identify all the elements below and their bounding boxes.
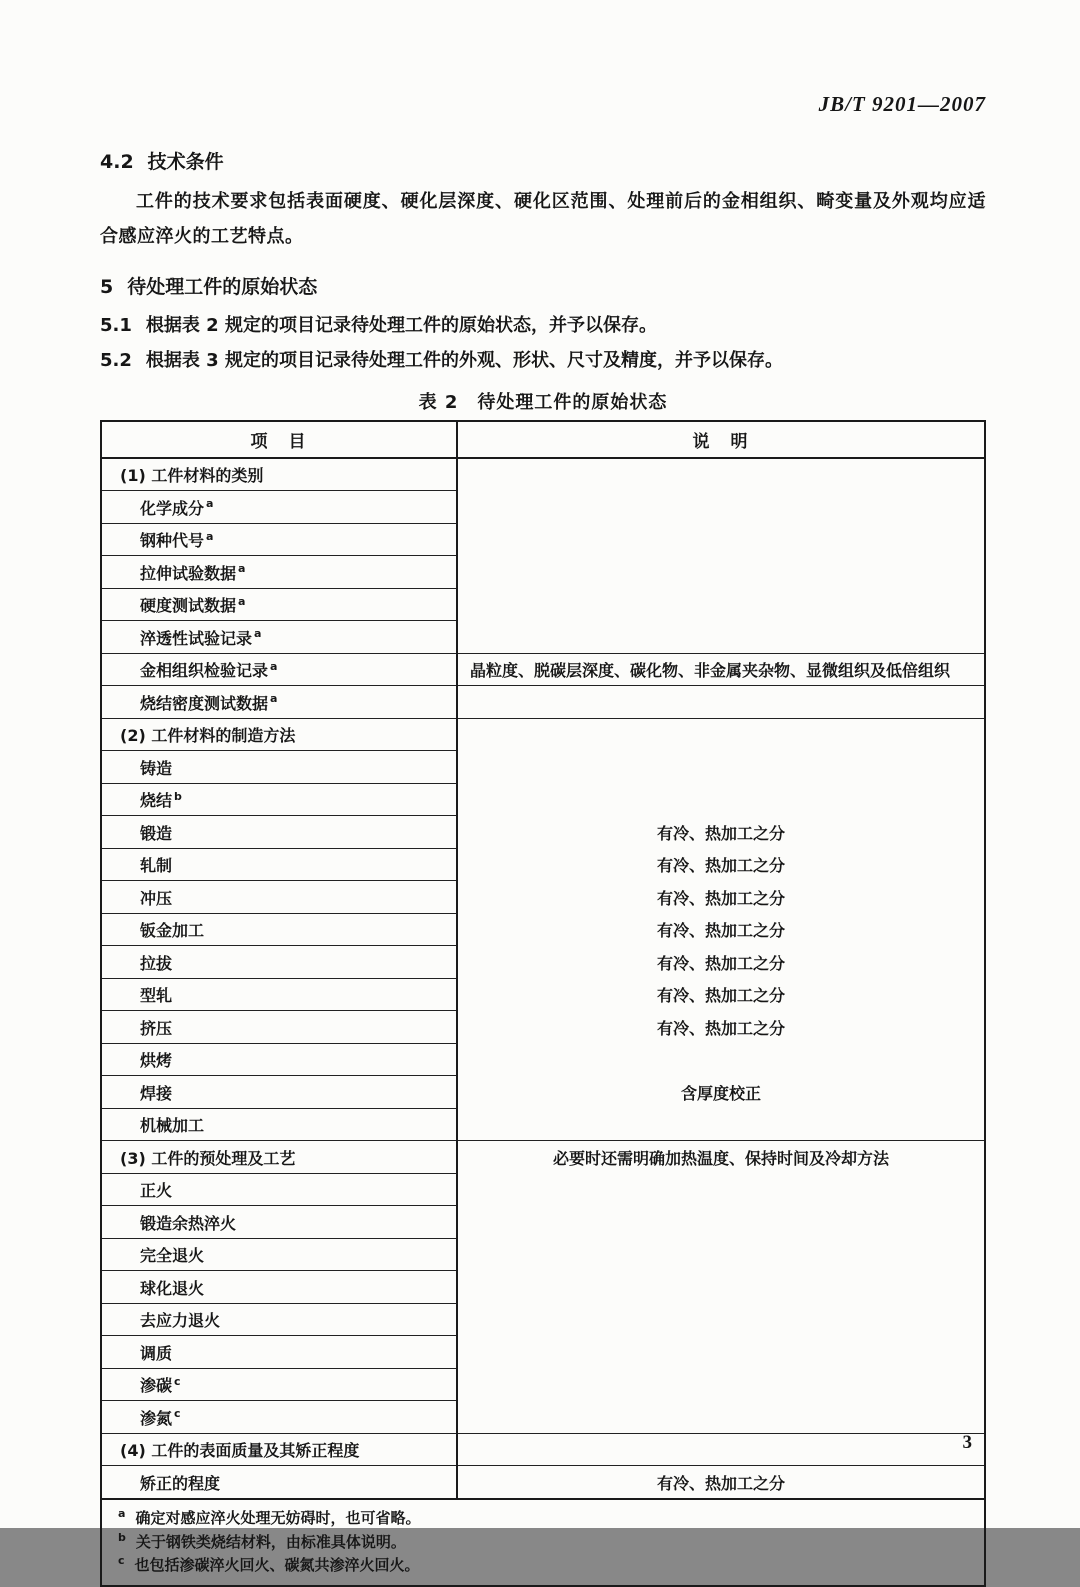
item-cell: 烧结 $^b$ <box>101 783 457 816</box>
clause-5-2-text: 根据表 3 规定的项目记录待处理工件的外观、形状、尺寸及精度，并予以保存。 <box>145 350 783 372</box>
item-cell: 球化退火 <box>101 1271 457 1304</box>
description-cell <box>457 1108 985 1141</box>
footnote-marker: c <box>174 1407 181 1421</box>
description-cell: 含厚度校正 <box>680 1083 761 1103</box>
description-cell: 有冷、热加工之分 <box>656 1018 785 1038</box>
table-row <box>101 718 985 751</box>
table-row <box>101 458 985 491</box>
table-row <box>101 1141 985 1174</box>
description-cell <box>457 686 985 719</box>
description-cell <box>457 523 985 556</box>
table-row <box>101 1466 985 1499</box>
footnote-marker: a <box>270 659 278 673</box>
description-cell <box>457 458 985 491</box>
item-cell: (2) 工件材料的制造方法 <box>101 718 457 751</box>
clause-5-2 <box>100 344 986 377</box>
item-cell: 型轧 <box>101 978 457 1011</box>
description-cell: 有冷、热加工之分 <box>656 823 785 843</box>
section-4-2-number: 4.2 <box>100 151 134 173</box>
item-cell: 挤压 <box>101 1011 457 1044</box>
table-row <box>101 783 985 816</box>
table-row <box>101 946 985 979</box>
footnote: $^c$ 也包括渗碳淬火回火、碳氮共渗淬火回火。 <box>118 1554 420 1575</box>
footnote-marker: a <box>118 1506 126 1520</box>
description-cell <box>457 1238 985 1271</box>
table-row <box>101 1108 985 1141</box>
column-header-description: 说 明 <box>457 421 985 458</box>
footnotes-cell <box>101 1499 985 1586</box>
description-cell <box>457 1401 985 1434</box>
item-cell: 矫正的程度 <box>101 1466 457 1499</box>
description-cell <box>457 491 985 524</box>
description-cell: 有冷、热加工之分 <box>656 921 785 941</box>
footnote-marker: c <box>118 1554 125 1568</box>
footnote-marker: b <box>174 789 182 803</box>
footnote-marker: a <box>238 562 246 576</box>
section-4-2-paragraph: 工件的技术要求包括表面硬度、硬化层深度、硬化区范围、处理前后的金相组织、畸变量及外观均应适合感应淬火的工艺特点。 <box>100 191 986 248</box>
table-footnotes <box>101 1499 985 1586</box>
table-row <box>101 588 985 621</box>
description-cell <box>457 1303 985 1336</box>
table-row <box>101 1401 985 1434</box>
footnote-marker: a <box>206 529 214 543</box>
description-cell <box>457 751 985 784</box>
footnotes-row <box>101 1499 985 1586</box>
item-cell: 去应力退火 <box>101 1303 457 1336</box>
table-row <box>101 978 985 1011</box>
table-row <box>101 1173 985 1206</box>
item-cell: (1) 工件材料的类别 <box>101 458 457 491</box>
table-row <box>101 1336 985 1369</box>
description-cell <box>457 556 985 589</box>
table-row <box>101 653 985 686</box>
description-cell <box>457 1206 985 1239</box>
footnote-marker: a <box>206 497 214 511</box>
item-cell: 金相组织检验记录 $^a$ <box>101 653 457 686</box>
table-row <box>101 816 985 849</box>
description-cell <box>457 718 985 751</box>
item-cell: 完全退火 <box>101 1238 457 1271</box>
table-row <box>101 1271 985 1304</box>
description-cell: 晶粒度、脱碳层深度、碳化物、非金属夹杂物、显微组织及低倍组织 <box>457 653 985 686</box>
standard-code: JB/T 9201—2007 <box>818 92 986 116</box>
table-header-row <box>101 421 985 458</box>
item-cell: 化学成分 $^a$ <box>101 491 457 524</box>
item-cell: 调质 <box>101 1336 457 1369</box>
item-cell: 拉拔 <box>101 946 457 979</box>
table-row <box>101 881 985 914</box>
section-5-number: 5 <box>100 276 114 299</box>
item-cell: (3) 工件的预处理及工艺 <box>101 1141 457 1174</box>
item-cell: 拉伸试验数据 $^a$ <box>101 556 457 589</box>
description-cell: 有冷、热加工之分 <box>656 986 785 1006</box>
item-cell: 铸造 <box>101 751 457 784</box>
table-row <box>101 1043 985 1076</box>
item-cell: 烧结密度测试数据 $^a$ <box>101 686 457 719</box>
item-cell: 烘烤 <box>101 1043 457 1076</box>
table-row <box>101 1433 985 1466</box>
table-2 <box>100 420 986 1587</box>
description-cell <box>457 1173 985 1206</box>
table-row <box>101 1303 985 1336</box>
footnote-marker: a <box>270 692 278 706</box>
table-head <box>101 421 985 458</box>
footnote-marker: c <box>174 1374 181 1388</box>
footnote-marker: a <box>254 627 262 641</box>
description-cell: 有冷、热加工之分 <box>457 1466 985 1499</box>
section-5-title: 待处理工件的原始状态 <box>127 276 318 299</box>
description-cell: 必要时还需明确加热温度、保持时间及冷却方法 <box>552 1148 889 1168</box>
item-cell: 焊接 <box>101 1076 457 1109</box>
table-row <box>101 1238 985 1271</box>
item-cell: (4) 工件的表面质量及其矫正程度 <box>101 1433 457 1466</box>
item-cell: 机械加工 <box>101 1108 457 1141</box>
page-content <box>100 92 986 1587</box>
table-row <box>101 1206 985 1239</box>
section-4-2-title: 技术条件 <box>147 151 224 173</box>
description-cell <box>457 588 985 621</box>
table-row <box>101 523 985 556</box>
item-cell: 硬度测试数据 $^a$ <box>101 588 457 621</box>
clause-5-1 <box>100 309 986 342</box>
description-cell <box>457 1043 985 1076</box>
footnote: $^a$ 确定对感应淬火处理无妨碍时，也可省略。 <box>118 1506 421 1527</box>
item-cell: 冲压 <box>101 881 457 914</box>
clause-5-2-number: 5.2 <box>100 350 132 372</box>
table-row <box>101 621 985 654</box>
item-cell: 钢种代号 $^a$ <box>101 523 457 556</box>
description-cell: 有冷、热加工之分 <box>656 856 785 876</box>
table-row <box>101 848 985 881</box>
table-row <box>101 913 985 946</box>
section-5-heading <box>100 272 986 299</box>
description-cell <box>457 1271 985 1304</box>
description-cell <box>457 783 985 816</box>
item-cell: 淬透性试验记录 $^a$ <box>101 621 457 654</box>
footnote: $^b$ 关于钢铁类烧结材料，由标准具体说明。 <box>118 1530 406 1551</box>
table-row <box>101 491 985 524</box>
item-cell: 轧制 <box>101 848 457 881</box>
table-caption: 表 2 待处理工件的原始状态 <box>418 391 668 413</box>
item-cell: 钣金加工 <box>101 913 457 946</box>
description-cell <box>457 621 985 654</box>
item-cell: 渗碳 $^c$ <box>101 1368 457 1401</box>
table-row <box>101 1076 985 1109</box>
column-header-item: 项 目 <box>101 421 457 458</box>
item-cell: 锻造余热淬火 <box>101 1206 457 1239</box>
page-number: 3 <box>962 1432 972 1453</box>
description-cell: 有冷、热加工之分 <box>656 953 785 973</box>
table-row <box>101 1368 985 1401</box>
footnote-marker: a <box>238 594 246 608</box>
footnote-marker: b <box>118 1530 126 1544</box>
section-4-2-heading <box>100 147 986 174</box>
table-row <box>101 556 985 589</box>
description-cell <box>457 1336 985 1369</box>
description-cell: 有冷、热加工之分 <box>656 888 785 908</box>
table-body <box>101 458 985 1499</box>
table-row <box>101 686 985 719</box>
clause-5-1-number: 5.1 <box>100 315 132 337</box>
table-row <box>101 1011 985 1044</box>
item-cell: 正火 <box>101 1173 457 1206</box>
table-row <box>101 751 985 784</box>
clause-5-1-text: 根据表 2 规定的项目记录待处理工件的原始状态，并予以保存。 <box>145 315 657 337</box>
item-cell: 锻造 <box>101 816 457 849</box>
description-cell <box>457 1368 985 1401</box>
item-cell: 渗氮 $^c$ <box>101 1401 457 1434</box>
description-cell <box>457 1433 985 1466</box>
